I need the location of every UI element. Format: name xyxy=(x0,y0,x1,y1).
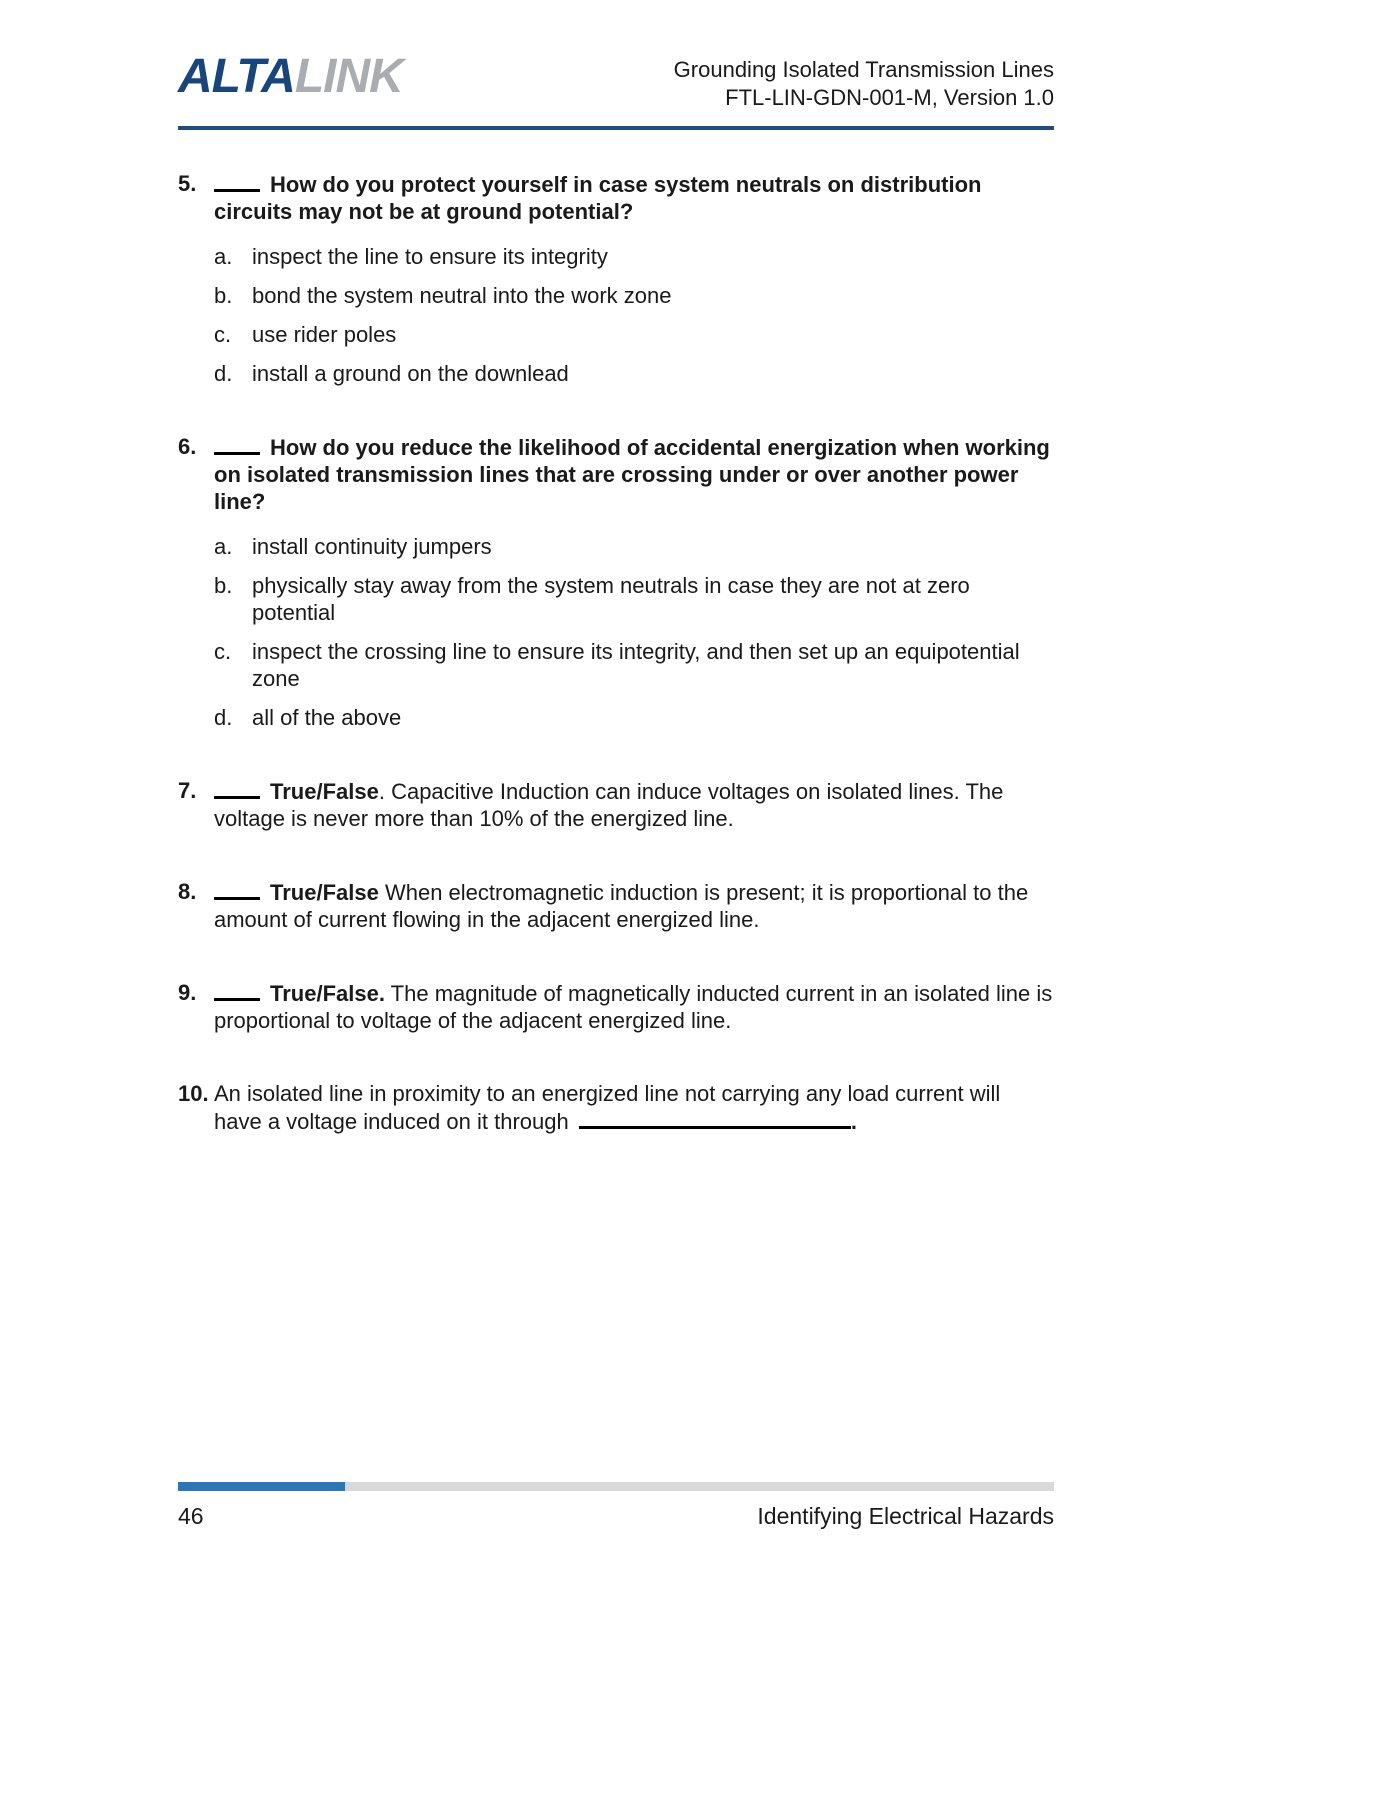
option-item xyxy=(214,282,1054,309)
question-body xyxy=(214,777,1054,844)
answer-blank xyxy=(214,878,260,900)
question-bold-text: True/False xyxy=(270,779,379,804)
option-item xyxy=(214,243,1054,270)
question-number: 9. xyxy=(178,980,197,1005)
header-divider xyxy=(178,126,1054,130)
footer-progress-bar-blue-segment xyxy=(178,1482,345,1491)
option-letter: b. xyxy=(214,283,233,308)
question-item xyxy=(178,1080,1054,1147)
answer-blank xyxy=(214,777,260,799)
option-letter: c. xyxy=(214,639,232,664)
option-item xyxy=(214,360,1054,387)
page-number: 46 xyxy=(178,1503,204,1529)
question-text xyxy=(214,979,1054,1034)
fill-in-blank xyxy=(579,1107,851,1129)
question-text xyxy=(214,878,1054,933)
question-text xyxy=(214,433,1054,515)
option-text: all of the above xyxy=(252,705,402,730)
option-text: use rider poles xyxy=(252,322,397,347)
question-bold-text: True/False xyxy=(270,880,379,905)
option-text: inspect the crossing line to ensure its integrity, and then set up an equipotential zone xyxy=(252,639,1020,691)
question-normal-text: An isolated line in proximity to an energized line not carrying any load current will have a voltage induced on it through xyxy=(214,1081,1001,1134)
option-item xyxy=(214,704,1054,731)
option-letter: d. xyxy=(214,361,233,386)
question-body xyxy=(214,170,1054,399)
trailing-period: . xyxy=(850,1109,857,1134)
question-normal-text: . Capacitive Induction can induce voltages on isolated lines. The voltage is never more than 10% of the energized line. xyxy=(214,779,1004,831)
question-item xyxy=(178,433,1054,743)
question-text xyxy=(214,1080,1054,1135)
question-body xyxy=(214,979,1054,1046)
option-letter: d. xyxy=(214,705,233,730)
answer-blank xyxy=(214,170,260,192)
footer-text-row xyxy=(178,1503,1054,1530)
option-text: install continuity jumpers xyxy=(252,534,492,559)
option-letter: b. xyxy=(214,573,233,598)
question-number: 6. xyxy=(178,434,197,459)
options-list xyxy=(214,243,1054,387)
question-item xyxy=(178,777,1054,844)
answer-blank xyxy=(214,979,260,1001)
altalink-logo xyxy=(178,52,403,102)
question-bold-text: How do you reduce the likelihood of accidental energization when working on isolated transmission lines that are crossing under or over another power line? xyxy=(214,435,1050,514)
question-number: 5. xyxy=(178,171,197,196)
options-list xyxy=(214,533,1054,731)
option-letter: c. xyxy=(214,322,232,347)
question-text xyxy=(214,170,1054,225)
document-title: Grounding Isolated Transmission Lines xyxy=(673,57,1054,82)
page-footer xyxy=(178,1482,1054,1530)
option-text: install a ground on the downlead xyxy=(252,361,569,386)
question-bold-text: True/False. xyxy=(270,981,385,1006)
question-number: 10. xyxy=(178,1081,209,1106)
option-letter: a. xyxy=(214,244,233,269)
option-item xyxy=(214,572,1054,626)
option-item xyxy=(214,321,1054,348)
question-number: 8. xyxy=(178,879,197,904)
question-item xyxy=(178,979,1054,1046)
logo-alta-text: ALTA xyxy=(178,50,295,103)
question-text xyxy=(214,777,1054,832)
option-letter: a. xyxy=(214,534,233,559)
option-item xyxy=(214,533,1054,560)
document-id: FTL-LIN-GDN-001-M, Version 1.0 xyxy=(725,85,1054,110)
option-text: inspect the line to ensure its integrity xyxy=(252,244,608,269)
question-bold-text: How do you protect yourself in case system neutrals on distribution circuits may not be at ground potential? xyxy=(214,172,982,224)
question-body xyxy=(214,1080,1054,1147)
footer-progress-bar xyxy=(178,1482,1054,1491)
option-item xyxy=(214,638,1054,692)
footer-title: Identifying Electrical Hazards xyxy=(757,1503,1054,1529)
page-content xyxy=(178,0,1054,1800)
option-text: bond the system neutral into the work zone xyxy=(252,283,672,308)
question-number: 7. xyxy=(178,778,197,803)
page-header xyxy=(178,52,1054,112)
question-body xyxy=(214,878,1054,945)
logo-link-text: LINK xyxy=(294,50,403,103)
answer-blank xyxy=(214,433,260,455)
question-normal-text: When electromagnetic induction is present; it is proportional to the amount of current flowing in the adjacent energized line. xyxy=(214,880,1029,932)
question-item xyxy=(178,170,1054,399)
question-item xyxy=(178,878,1054,945)
option-text: physically stay away from the system neutrals in case they are not at zero potential xyxy=(252,573,970,625)
document-meta xyxy=(674,52,1054,112)
question-body xyxy=(214,433,1054,743)
question-normal-text: The magnitude of magnetically inducted current in an isolated line is proportional to voltage of the adjacent energized line. xyxy=(214,981,1053,1033)
questions xyxy=(178,170,1054,1147)
